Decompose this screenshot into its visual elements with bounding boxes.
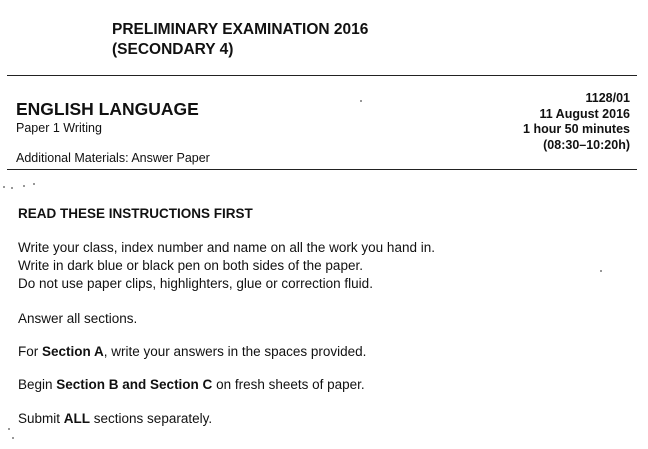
instruction-line <box>18 376 365 394</box>
instructions-heading: READ THESE INSTRUCTIONS FIRST <box>18 206 253 221</box>
instruction-line: Answer all sections. <box>18 311 138 326</box>
exam-time: (08:30–10:20h) <box>543 137 630 152</box>
exam-title: PRELIMINARY EXAMINATION 2016 <box>112 21 369 38</box>
scan-speck <box>3 186 5 188</box>
bottom-divider <box>7 169 637 170</box>
instruction-emphasis: Section A <box>42 344 104 359</box>
exam-duration: 1 hour 50 minutes <box>523 122 630 136</box>
paper-name: Paper 1 Writing <box>16 121 102 135</box>
scan-speck <box>8 428 10 430</box>
exam-level: (SECONDARY 4) <box>112 41 234 58</box>
instruction-line: Do not use paper clips, highlighters, glue or correction fluid. <box>18 276 373 291</box>
instruction-emphasis: ALL <box>63 411 91 426</box>
instruction-text: , write your answers in the spaces provided. <box>103 344 367 359</box>
instruction-text: For <box>18 344 43 359</box>
scan-speck <box>11 187 13 189</box>
instruction-text: Begin <box>18 377 57 392</box>
instruction-line <box>18 343 366 361</box>
instruction-text: Submit <box>18 411 64 426</box>
scan-speck <box>600 270 602 272</box>
scan-speck <box>33 183 35 185</box>
additional-materials: Additional Materials: Answer Paper <box>16 151 210 165</box>
paper-code: 1128/01 <box>585 91 630 105</box>
scan-speck <box>360 100 362 102</box>
instruction-text: on fresh sheets of paper. <box>212 377 365 392</box>
instruction-text: sections separately. <box>90 411 213 426</box>
subject-title: ENGLISH LANGUAGE <box>16 99 199 119</box>
instruction-emphasis: Section B and Section C <box>56 377 213 392</box>
instruction-line: Write in dark blue or black pen on both sides of the paper. <box>18 258 363 273</box>
exam-date: 11 August 2016 <box>539 106 630 121</box>
instruction-line <box>18 410 212 428</box>
top-divider <box>7 75 637 76</box>
instruction-line: Write your class, index number and name on all the work you hand in. <box>18 240 435 255</box>
scan-speck <box>12 437 14 439</box>
scan-speck <box>23 185 25 187</box>
